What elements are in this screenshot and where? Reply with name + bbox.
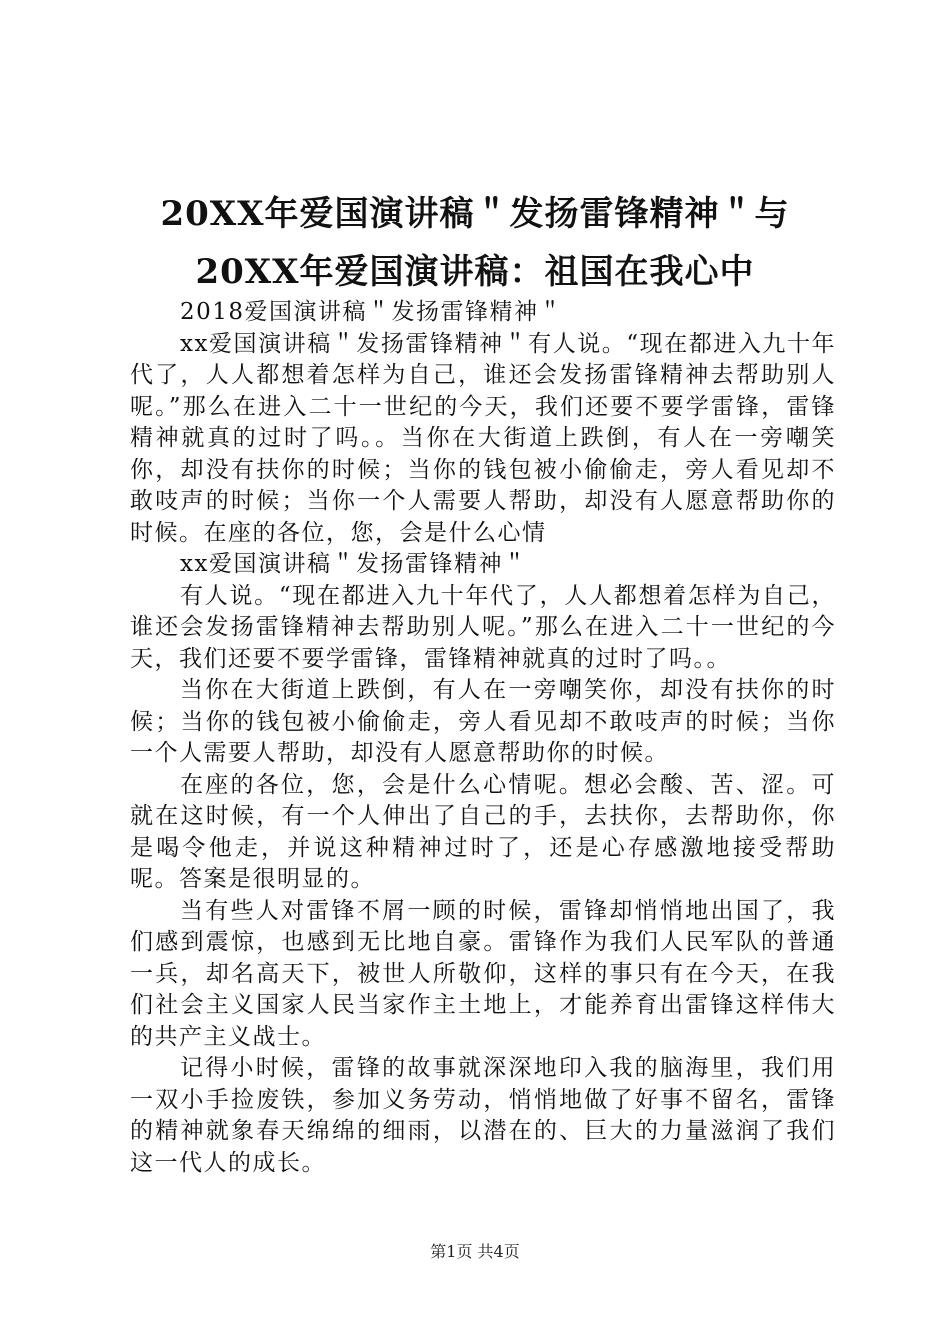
- page-footer: 第1页 共4页: [430, 1242, 520, 1261]
- paragraph: xx爱国演讲稿＂发扬雷锋精神＂: [180, 551, 528, 577]
- document-body: [130, 297, 836, 1179]
- paragraph: xx爱国演讲稿＂发扬雷锋精神＂有人说。“现在都进入九十年代了，人人都想着怎样为自己，谁还会发扬雷锋精神去帮助别人呢。”那么在进入二十一世纪的今天，我们还要不要学雷锋，雷锋精神就真的过时了吗。。当你在大街道上跌倒，有人在一旁嘲笑你，却没有扶你的时候；当你的钱包被小偷偷走，旁人看见却不敢吱声的时候；当你一个人需要人帮助，却没有人愿意帮助你的时候。在座的各位，您，会是什么心情: [130, 330, 836, 546]
- paragraph: 有人说。“现在都进入九十年代了，人人都想着怎样为自己，谁还会发扬雷锋精神去帮助别人呢。”那么在进入二十一世纪的今天，我们还要不要学雷锋，雷锋精神就真的过时了吗。。: [130, 582, 836, 672]
- paragraph: 2018爱国演讲稿＂发扬雷锋精神＂: [180, 299, 564, 325]
- document-title: 20XX年爱国演讲稿＂发扬雷锋精神＂与20XX年爱国演讲稿：祖国在我心中: [160, 194, 790, 292]
- paragraph: 记得小时候，雷锋的故事就深深地印入我的脑海里，我们用一双小手捡废铁，参加义务劳动，悄悄地做了好事不留名，雷锋的精神就象春天绵绵的细雨，以潜在的、巨大的力量滋润了我们这一代人的成长。: [130, 1055, 836, 1176]
- paragraph: 当有些人对雷锋不屑一顾的时候，雷锋却悄悄地出国了，我们感到震惊，也感到无比地自豪。雷锋作为我们人民军队的普通一兵，却名高天下，被世人所敬仰，这样的事只有在今天，在我们社会主义国家人民当家作主土地上，才能养育出雷锋这样伟大的共产主义战士。: [130, 897, 836, 1050]
- paragraph: 当你在大街道上跌倒，有人在一旁嘲笑你，却没有扶你的时候；当你的钱包被小偷偷走，旁人看见却不敢吱声的时候；当你一个人需要人帮助，却没有人愿意帮助你的时候。: [130, 677, 836, 766]
- paragraph: 在座的各位，您，会是什么心情呢。想必会酸、苦、涩。可就在这时候，有一个人伸出了自己的手，去扶你，去帮助你，你是喝令他走，并说这种精神过时了，还是心存感激地接受帮助呢。答案是很明显的。: [130, 771, 836, 892]
